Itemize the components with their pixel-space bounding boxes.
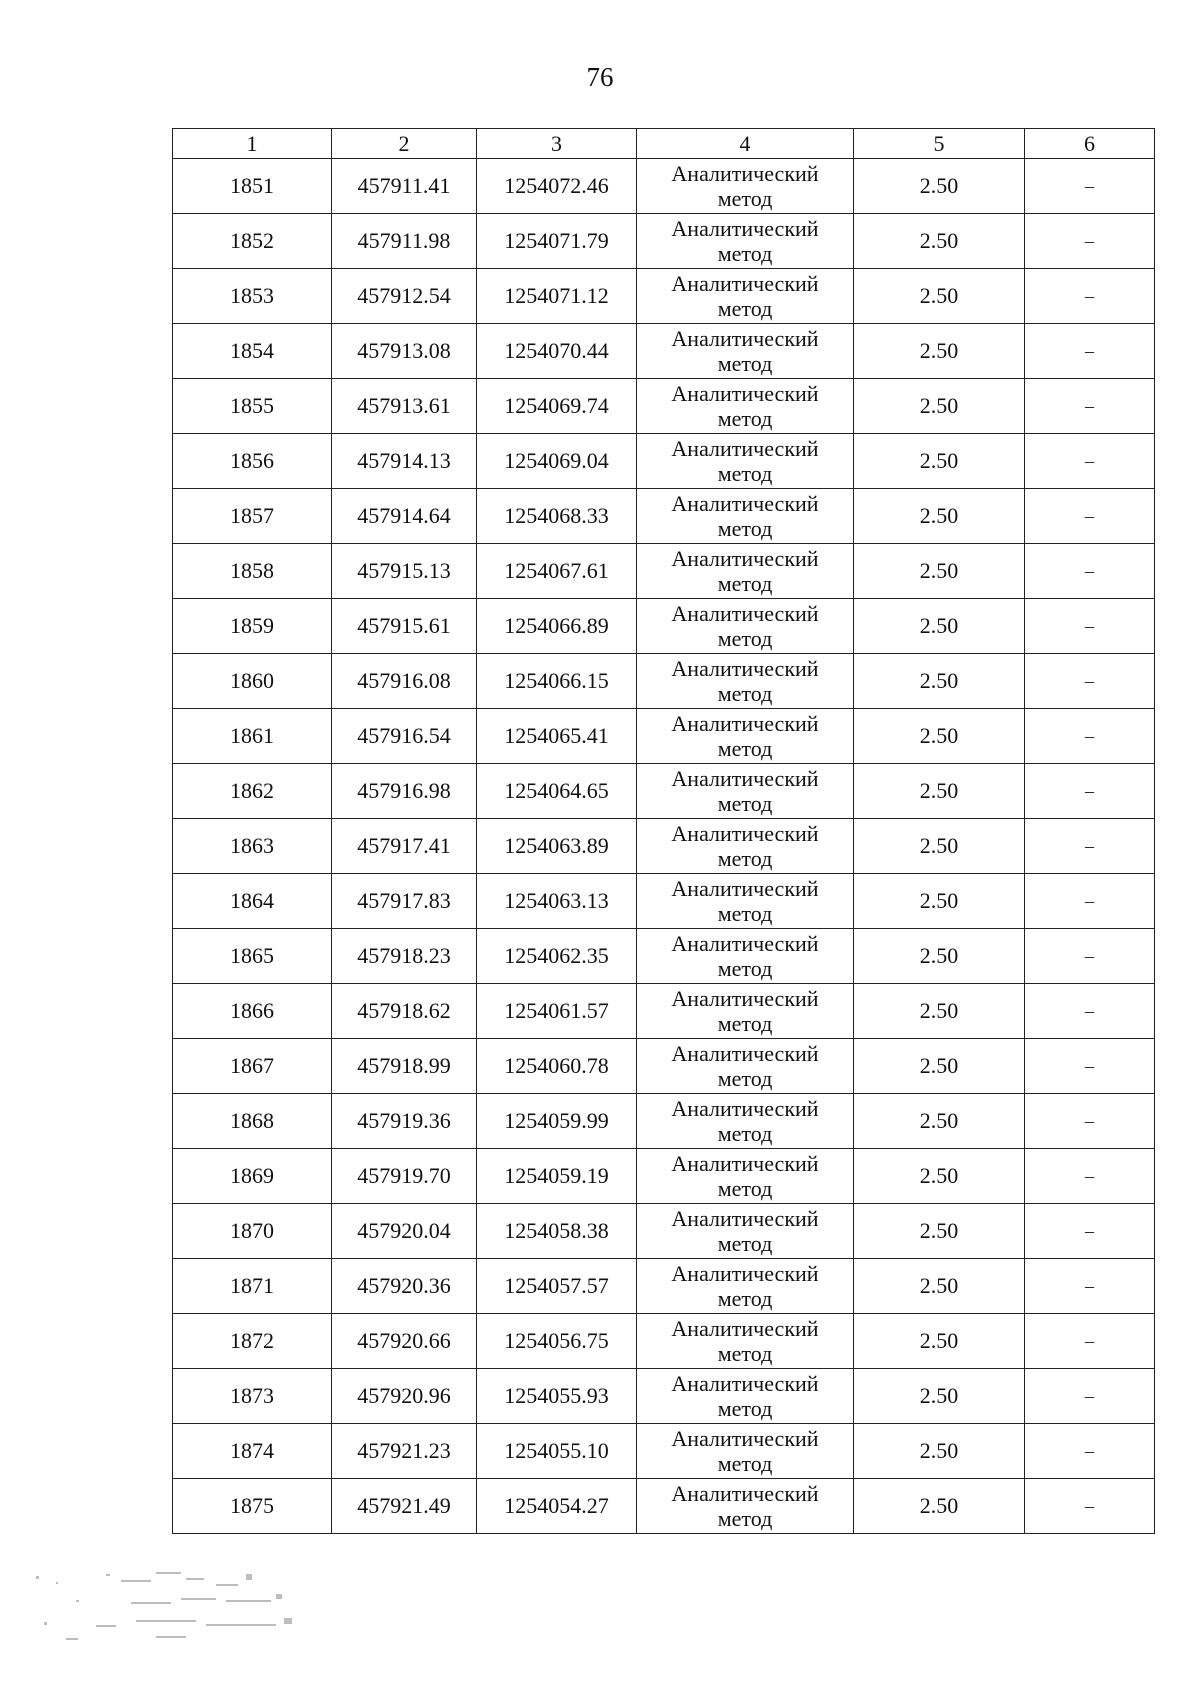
method-line-1: Аналитический [671, 656, 819, 681]
accuracy-cell: 2.50 [854, 214, 1025, 269]
method-line-2: метод [717, 1341, 773, 1366]
table-row [173, 214, 1155, 269]
table-row [173, 1369, 1155, 1424]
x-coordinate-cell: 457920.96 [332, 1369, 477, 1424]
point-number-cell: 1858 [173, 544, 332, 599]
accuracy-cell: 2.50 [854, 874, 1025, 929]
x-coordinate-cell: 457920.04 [332, 1204, 477, 1259]
accuracy-cell: 2.50 [854, 1094, 1025, 1149]
accuracy-cell: 2.50 [854, 1314, 1025, 1369]
method-line-1: Аналитический [671, 491, 819, 516]
x-coordinate-cell: 457917.83 [332, 874, 477, 929]
note-cell: – [1025, 599, 1155, 654]
point-number-cell: 1872 [173, 1314, 332, 1369]
note-cell: – [1025, 269, 1155, 324]
x-coordinate-cell: 457919.36 [332, 1094, 477, 1149]
point-number-cell: 1855 [173, 379, 332, 434]
note-cell: – [1025, 489, 1155, 544]
x-coordinate-cell: 457916.08 [332, 654, 477, 709]
table-row [173, 269, 1155, 324]
y-coordinate-cell: 1254055.10 [477, 1424, 637, 1479]
note-cell: – [1025, 1259, 1155, 1314]
table-row [173, 324, 1155, 379]
table-row [173, 1259, 1155, 1314]
accuracy-cell: 2.50 [854, 709, 1025, 764]
table-row [173, 984, 1155, 1039]
method-cell [637, 1479, 854, 1534]
point-number-cell: 1860 [173, 654, 332, 709]
accuracy-cell: 2.50 [854, 324, 1025, 379]
method-cell [637, 1424, 854, 1479]
note-cell: – [1025, 1369, 1155, 1424]
method-line-1: Аналитический [671, 216, 819, 241]
method-cell [637, 434, 854, 489]
method-cell [637, 324, 854, 379]
method-cell [637, 1369, 854, 1424]
note-cell: – [1025, 544, 1155, 599]
method-cell [637, 764, 854, 819]
method-line-2: метод [717, 626, 773, 651]
method-cell [637, 929, 854, 984]
note-cell: – [1025, 1204, 1155, 1259]
method-line-1: Аналитический [671, 381, 819, 406]
note-cell: – [1025, 1094, 1155, 1149]
x-coordinate-cell: 457915.61 [332, 599, 477, 654]
method-line-1: Аналитический [671, 986, 819, 1011]
y-coordinate-cell: 1254058.38 [477, 1204, 637, 1259]
accuracy-cell: 2.50 [854, 654, 1025, 709]
method-cell [637, 819, 854, 874]
x-coordinate-cell: 457913.08 [332, 324, 477, 379]
x-coordinate-cell: 457915.13 [332, 544, 477, 599]
column-header: 4 [637, 129, 854, 159]
method-cell [637, 1149, 854, 1204]
method-cell [637, 654, 854, 709]
table-row [173, 1039, 1155, 1094]
method-line-1: Аналитический [671, 876, 819, 901]
method-line-2: метод [717, 956, 773, 981]
method-cell [637, 709, 854, 764]
x-coordinate-cell: 457917.41 [332, 819, 477, 874]
method-line-2: метод [717, 241, 773, 266]
y-coordinate-cell: 1254069.74 [477, 379, 637, 434]
table-row [173, 489, 1155, 544]
note-cell: – [1025, 764, 1155, 819]
y-coordinate-cell: 1254063.13 [477, 874, 637, 929]
x-coordinate-cell: 457920.36 [332, 1259, 477, 1314]
table-row [173, 709, 1155, 764]
y-coordinate-cell: 1254060.78 [477, 1039, 637, 1094]
method-line-2: метод [717, 1396, 773, 1421]
note-cell: – [1025, 434, 1155, 489]
method-line-2: метод [717, 296, 773, 321]
note-cell: – [1025, 709, 1155, 764]
method-cell [637, 599, 854, 654]
method-cell [637, 1094, 854, 1149]
y-coordinate-cell: 1254054.27 [477, 1479, 637, 1534]
method-line-1: Аналитический [671, 436, 819, 461]
note-cell: – [1025, 379, 1155, 434]
y-coordinate-cell: 1254063.89 [477, 819, 637, 874]
accuracy-cell: 2.50 [854, 1039, 1025, 1094]
table-row [173, 1424, 1155, 1479]
accuracy-cell: 2.50 [854, 929, 1025, 984]
method-line-2: метод [717, 351, 773, 376]
method-cell [637, 379, 854, 434]
y-coordinate-cell: 1254055.93 [477, 1369, 637, 1424]
method-line-2: метод [717, 186, 773, 211]
method-line-2: метод [717, 1451, 773, 1476]
point-number-cell: 1857 [173, 489, 332, 544]
accuracy-cell: 2.50 [854, 1479, 1025, 1534]
accuracy-cell: 2.50 [854, 819, 1025, 874]
point-number-cell: 1875 [173, 1479, 332, 1534]
header-row [173, 129, 1155, 159]
table-row [173, 1204, 1155, 1259]
method-line-1: Аналитический [671, 1206, 819, 1231]
method-cell [637, 984, 854, 1039]
table-row [173, 819, 1155, 874]
column-header: 3 [477, 129, 637, 159]
note-cell: – [1025, 1149, 1155, 1204]
x-coordinate-cell: 457918.62 [332, 984, 477, 1039]
method-line-2: метод [717, 461, 773, 486]
note-cell: – [1025, 1424, 1155, 1479]
method-line-1: Аналитический [671, 1096, 819, 1121]
method-cell [637, 544, 854, 599]
point-number-cell: 1856 [173, 434, 332, 489]
x-coordinate-cell: 457911.98 [332, 214, 477, 269]
point-number-cell: 1873 [173, 1369, 332, 1424]
method-cell [637, 874, 854, 929]
table-row [173, 159, 1155, 214]
accuracy-cell: 2.50 [854, 764, 1025, 819]
y-coordinate-cell: 1254067.61 [477, 544, 637, 599]
point-number-cell: 1871 [173, 1259, 332, 1314]
y-coordinate-cell: 1254066.89 [477, 599, 637, 654]
point-number-cell: 1854 [173, 324, 332, 379]
y-coordinate-cell: 1254061.57 [477, 984, 637, 1039]
y-coordinate-cell: 1254059.19 [477, 1149, 637, 1204]
table-row [173, 1094, 1155, 1149]
note-cell: – [1025, 159, 1155, 214]
method-line-2: метод [717, 406, 773, 431]
method-cell [637, 1204, 854, 1259]
method-line-1: Аналитический [671, 546, 819, 571]
table-row [173, 599, 1155, 654]
method-line-1: Аналитический [671, 931, 819, 956]
point-number-cell: 1862 [173, 764, 332, 819]
y-coordinate-cell: 1254071.12 [477, 269, 637, 324]
point-number-cell: 1865 [173, 929, 332, 984]
x-coordinate-cell: 457919.70 [332, 1149, 477, 1204]
method-line-1: Аналитический [671, 1426, 819, 1451]
x-coordinate-cell: 457914.13 [332, 434, 477, 489]
column-header: 5 [854, 129, 1025, 159]
x-coordinate-cell: 457918.23 [332, 929, 477, 984]
y-coordinate-cell: 1254069.04 [477, 434, 637, 489]
note-cell: – [1025, 214, 1155, 269]
note-cell: – [1025, 324, 1155, 379]
note-cell: – [1025, 1039, 1155, 1094]
accuracy-cell: 2.50 [854, 159, 1025, 214]
note-cell: – [1025, 654, 1155, 709]
point-number-cell: 1864 [173, 874, 332, 929]
note-cell: – [1025, 819, 1155, 874]
point-number-cell: 1861 [173, 709, 332, 764]
page-number: 76 [586, 62, 614, 92]
point-number-cell: 1852 [173, 214, 332, 269]
point-number-cell: 1868 [173, 1094, 332, 1149]
method-line-1: Аналитический [671, 1481, 819, 1506]
point-number-cell: 1863 [173, 819, 332, 874]
method-line-2: метод [717, 1176, 773, 1201]
accuracy-cell: 2.50 [854, 1369, 1025, 1424]
point-number-cell: 1870 [173, 1204, 332, 1259]
y-coordinate-cell: 1254065.41 [477, 709, 637, 764]
y-coordinate-cell: 1254066.15 [477, 654, 637, 709]
x-coordinate-cell: 457921.23 [332, 1424, 477, 1479]
method-line-1: Аналитический [671, 601, 819, 626]
table-row [173, 434, 1155, 489]
method-line-1: Аналитический [671, 326, 819, 351]
y-coordinate-cell: 1254064.65 [477, 764, 637, 819]
method-line-2: метод [717, 1506, 773, 1531]
x-coordinate-cell: 457913.61 [332, 379, 477, 434]
table-header [173, 129, 1155, 159]
method-line-2: метод [717, 571, 773, 596]
x-coordinate-cell: 457920.66 [332, 1314, 477, 1369]
method-line-1: Аналитический [671, 161, 819, 186]
method-cell [637, 1259, 854, 1314]
y-coordinate-cell: 1254062.35 [477, 929, 637, 984]
method-line-1: Аналитический [671, 1371, 819, 1396]
point-number-cell: 1867 [173, 1039, 332, 1094]
method-line-1: Аналитический [671, 711, 819, 736]
column-header: 2 [332, 129, 477, 159]
column-header: 6 [1025, 129, 1155, 159]
accuracy-cell: 2.50 [854, 1259, 1025, 1314]
accuracy-cell: 2.50 [854, 379, 1025, 434]
table-row [173, 1314, 1155, 1369]
point-number-cell: 1851 [173, 159, 332, 214]
method-line-2: метод [717, 736, 773, 761]
table-row [173, 654, 1155, 709]
table-row [173, 764, 1155, 819]
method-line-1: Аналитический [671, 1151, 819, 1176]
method-line-2: метод [717, 1011, 773, 1036]
method-cell [637, 214, 854, 269]
y-coordinate-cell: 1254056.75 [477, 1314, 637, 1369]
method-line-1: Аналитический [671, 1041, 819, 1066]
method-cell [637, 269, 854, 324]
note-cell: – [1025, 1314, 1155, 1369]
accuracy-cell: 2.50 [854, 984, 1025, 1039]
point-number-cell: 1869 [173, 1149, 332, 1204]
x-coordinate-cell: 457911.41 [332, 159, 477, 214]
y-coordinate-cell: 1254070.44 [477, 324, 637, 379]
note-cell: – [1025, 874, 1155, 929]
point-number-cell: 1874 [173, 1424, 332, 1479]
method-line-2: метод [717, 791, 773, 816]
x-coordinate-cell: 457914.64 [332, 489, 477, 544]
accuracy-cell: 2.50 [854, 544, 1025, 599]
note-cell: – [1025, 984, 1155, 1039]
table-row [173, 1479, 1155, 1534]
y-coordinate-cell: 1254059.99 [477, 1094, 637, 1149]
y-coordinate-cell: 1254057.57 [477, 1259, 637, 1314]
method-cell [637, 159, 854, 214]
method-cell [637, 1314, 854, 1369]
method-line-2: метод [717, 1066, 773, 1091]
table-row [173, 379, 1155, 434]
note-cell: – [1025, 929, 1155, 984]
table-body [173, 159, 1155, 1534]
method-line-2: метод [717, 1231, 773, 1256]
accuracy-cell: 2.50 [854, 1204, 1025, 1259]
x-coordinate-cell: 457921.49 [332, 1479, 477, 1534]
accuracy-cell: 2.50 [854, 599, 1025, 654]
table-row [173, 929, 1155, 984]
point-number-cell: 1866 [173, 984, 332, 1039]
table-row [173, 544, 1155, 599]
point-number-cell: 1859 [173, 599, 332, 654]
method-line-2: метод [717, 681, 773, 706]
method-line-2: метод [717, 901, 773, 926]
accuracy-cell: 2.50 [854, 1424, 1025, 1479]
column-header: 1 [173, 129, 332, 159]
method-line-2: метод [717, 1286, 773, 1311]
x-coordinate-cell: 457916.54 [332, 709, 477, 764]
method-line-2: метод [717, 1121, 773, 1146]
method-line-1: Аналитический [671, 821, 819, 846]
x-coordinate-cell: 457912.54 [332, 269, 477, 324]
accuracy-cell: 2.50 [854, 1149, 1025, 1204]
x-coordinate-cell: 457918.99 [332, 1039, 477, 1094]
y-coordinate-cell: 1254068.33 [477, 489, 637, 544]
accuracy-cell: 2.50 [854, 269, 1025, 324]
accuracy-cell: 2.50 [854, 434, 1025, 489]
y-coordinate-cell: 1254071.79 [477, 214, 637, 269]
method-line-1: Аналитический [671, 271, 819, 296]
method-line-1: Аналитический [671, 1261, 819, 1286]
point-number-cell: 1853 [173, 269, 332, 324]
coordinates-table [172, 128, 1155, 1534]
x-coordinate-cell: 457916.98 [332, 764, 477, 819]
method-line-2: метод [717, 516, 773, 541]
method-line-1: Аналитический [671, 1316, 819, 1341]
method-cell [637, 489, 854, 544]
table-row [173, 874, 1155, 929]
method-line-1: Аналитический [671, 766, 819, 791]
method-line-2: метод [717, 846, 773, 871]
table-row [173, 1149, 1155, 1204]
faded-stamp-marks [36, 1570, 306, 1650]
y-coordinate-cell: 1254072.46 [477, 159, 637, 214]
accuracy-cell: 2.50 [854, 489, 1025, 544]
note-cell: – [1025, 1479, 1155, 1534]
method-cell [637, 1039, 854, 1094]
